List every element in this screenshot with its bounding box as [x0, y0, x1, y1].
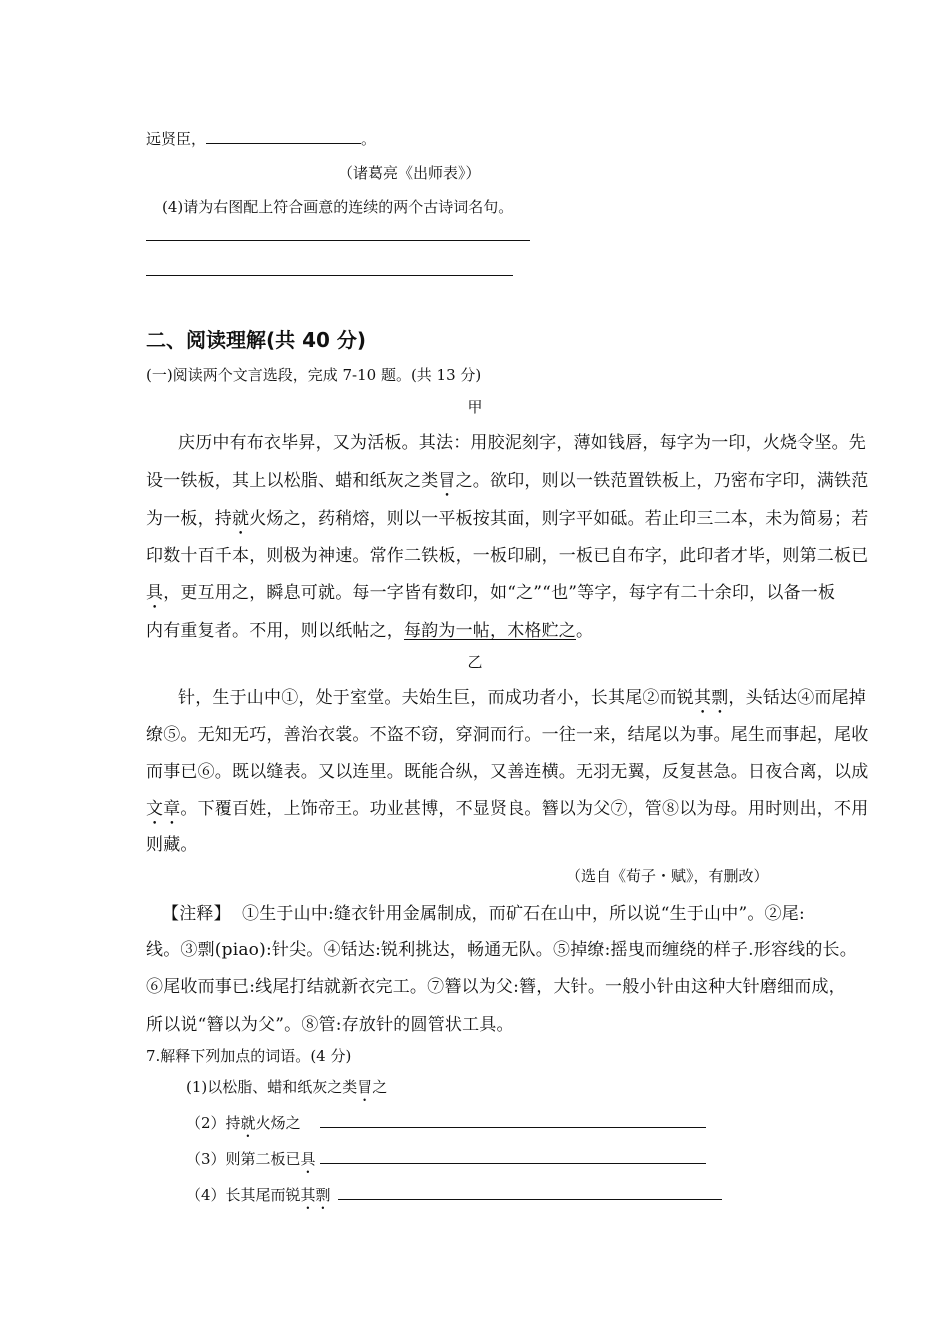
q7-item-2: （2）持就火炀之: [186, 1114, 301, 1132]
answer-line-1[interactable]: [146, 240, 530, 241]
emphasized-word: 其剽: [300, 1186, 331, 1204]
underlined-sentence: 每韵为一帖，木格贮之: [404, 621, 576, 641]
q7-item-1: (1)以松脂、蜡和纸灰之类冒之: [186, 1078, 388, 1096]
q6-line: [146, 128, 376, 149]
q7-answer-line-3[interactable]: [320, 1163, 706, 1164]
passage-b-line: 而事已⑥。既以缝表。又以连里。既能合纵，又善连横。无羽无翼，反复甚急。日夜合离，以成: [146, 762, 869, 782]
notes-line: 【注释】 ①生于山中:缝衣针用金属制成，而矿石在山中，所以说“生于山中”。②尾:: [162, 904, 805, 924]
passage-a-line: 印数十百千本，则极为神速。常作二铁板，一板印刷，一板已自布字，此印者才毕，则第二板已: [146, 546, 869, 566]
notes-label: 【注释】: [162, 904, 231, 924]
passage-b-line: 缭⑤。无知无巧，善治衣裳。不盗不窃，穿洞而行。一往一来，结尾以为事。尾生而事起，尾收: [146, 725, 869, 745]
passage-b-line: 文章。下覆百姓，上饰帝王。功业甚博，不显贤良。簪以为父⑦，管⑧以为母。用时则出，不用: [146, 799, 869, 819]
passage-a-line: 庆历中有布衣毕昇，又为活板。其法：用胶泥刻字，薄如钱唇，每字为一印，火烧令坚。先: [178, 433, 866, 453]
passage-a-title: 甲: [467, 398, 483, 416]
notes-line: ⑥尾收而事已:线尾打结就新衣完工。⑦簪以为父:簪，大针。一般小针由这种大针磨细而成，: [146, 977, 846, 997]
q7-answer-line-2[interactable]: [320, 1127, 706, 1128]
passage-a-line: 具，更互用之，瞬息可就。每一字皆有数印，如“之”“也”等字，每字有二十余印，以备一板: [146, 583, 836, 603]
passage-b-line: 则藏。: [146, 835, 198, 855]
emphasized-word: 其剽: [694, 688, 729, 708]
section-heading: 二、阅读理解(共 40 分): [146, 328, 367, 352]
section-intro: (一)阅读两个文言选段，完成 7-10 题。(共 13 分): [146, 366, 482, 384]
q6-line-prefix: 远贤臣，: [146, 130, 207, 148]
passage-b-line: 针，生于山中①，处于室堂。夫始生巨，而成功者小，长其尾②而锐其剽，头铦达④而尾掉: [178, 688, 867, 708]
emphasized-word: 文章: [146, 799, 181, 819]
passage-b-title: 乙: [467, 653, 483, 671]
emphasized-word: 具: [146, 583, 164, 603]
emphasized-word: 具: [300, 1150, 316, 1168]
notes-line: 所以说“簪以为父”。⑧管:存放针的圆管状工具。: [146, 1015, 514, 1035]
answer-blank[interactable]: [206, 143, 361, 144]
q7-answer-line-4[interactable]: [338, 1199, 722, 1200]
answer-line-2[interactable]: [146, 275, 513, 276]
q6-item4: (4)请为右图配上符合画意的连续的两个古诗词名句。: [162, 198, 514, 216]
q7-item-4: （4）长其尾而锐其剽: [186, 1186, 331, 1204]
passage-a-line: 为一板，持就火炀之，药稍熔，则以一平板按其面，则字平如砥。若止印三二本，未为简易；若: [146, 509, 869, 529]
emphasized-word: 就: [240, 1114, 256, 1132]
q7-item-3: （3）则第二板已具: [186, 1150, 316, 1168]
emphasized-word: 就: [232, 509, 250, 529]
notes-line: 线。③剽(piao):针尖。④铦达:锐利挑达，畅通无队。⑤掉缭:摇曳而缠绕的样子.形容线的长。: [146, 940, 857, 960]
q7-stem: 7.解释下列加点的词语。(4 分): [146, 1047, 352, 1065]
q6-line-suffix: 。: [361, 130, 377, 148]
emphasized-word: 冒: [357, 1078, 373, 1096]
q6-source: （诸葛亮《出师表》）: [338, 164, 481, 182]
passage-a-line: 设一铁板，其上以松脂、蜡和纸灰之类冒之。欲印，则以一铁范置铁板上，乃密布字印，满铁范: [146, 471, 869, 491]
passage-a-line: 内有重复者。不用，则以纸帖之，每韵为一帖，木格贮之。: [146, 621, 594, 641]
emphasized-word: 冒: [438, 471, 456, 491]
passage-b-source: （选自《荀子・赋》，有删改）: [566, 867, 769, 885]
